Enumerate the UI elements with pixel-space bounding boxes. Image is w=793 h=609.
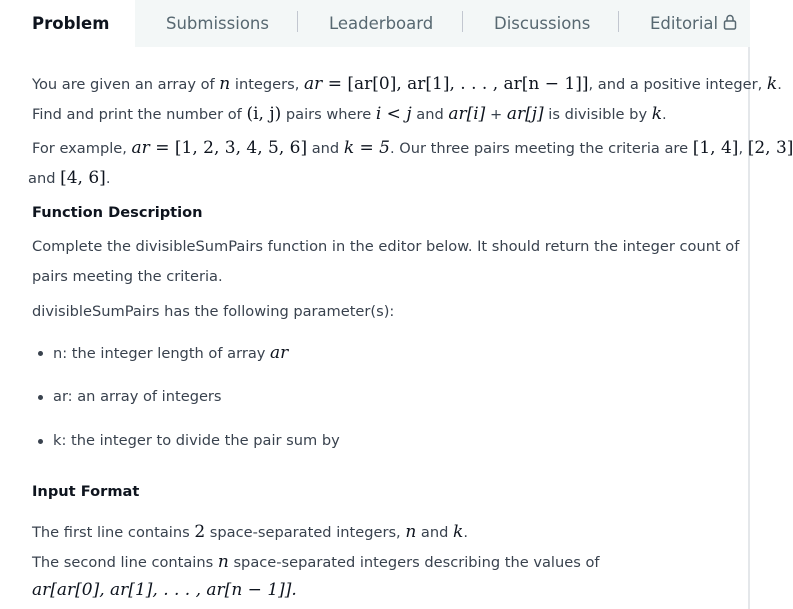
tab-bar [0, 0, 750, 47]
find-line: Find and print the number of (i, j) pairs where i < j and ar[i] + ar[j] is divisible by k. [32, 104, 667, 124]
param-k: k: the integer to divide the pair sum by [53, 432, 340, 449]
tab-discussions[interactable]: Discussions [494, 14, 591, 33]
tab-submissions[interactable]: Submissions [166, 14, 269, 33]
tab-editorial-label: Editorial [650, 14, 719, 33]
example-line-2: and [4, 6]. [28, 168, 111, 188]
tab-divider [297, 11, 298, 32]
input-format-line: The second line contains n space-separated integers describing the values of [32, 552, 600, 572]
tab-divider [618, 11, 619, 32]
bullet [38, 439, 43, 444]
intro-line: You are given an array of n integers, ar = [ar[0], ar[1], . . . , ar[n − 1]], and a positive integer, k. [32, 74, 782, 94]
tab-leaderboard[interactable]: Leaderboard [329, 14, 434, 33]
lock-icon [723, 14, 737, 34]
params-intro: divisibleSumPairs has the following parameter(s): [32, 303, 395, 320]
bullet [38, 395, 43, 400]
input-format-line: ar[ar[0], ar[1], . . . , ar[n − 1]]. [32, 580, 297, 600]
bullet [38, 351, 43, 356]
param-ar: ar: an array of integers [53, 388, 222, 405]
function-description-heading: Function Description [32, 204, 203, 221]
function-description-line: Complete the divisibleSumPairs function in the editor below. It should return the integer count of [32, 238, 740, 255]
param-n: n: the integer length of array ar [53, 343, 289, 363]
tab-problem[interactable]: Problem [0, 0, 135, 47]
example-line: For example, ar = [1, 2, 3, 4, 5, 6] and k = 5. Our three pairs meeting the criteria are [1, 4], [2, 3] [32, 138, 793, 158]
tab-divider [462, 11, 463, 32]
input-format-heading: Input Format [32, 483, 140, 500]
function-description-line: pairs meeting the criteria. [32, 268, 223, 285]
tab-editorial[interactable] [650, 0, 737, 47]
input-format-line: The first line contains 2 space-separated integers, n and k. [32, 522, 468, 542]
panel-edge [748, 47, 750, 609]
